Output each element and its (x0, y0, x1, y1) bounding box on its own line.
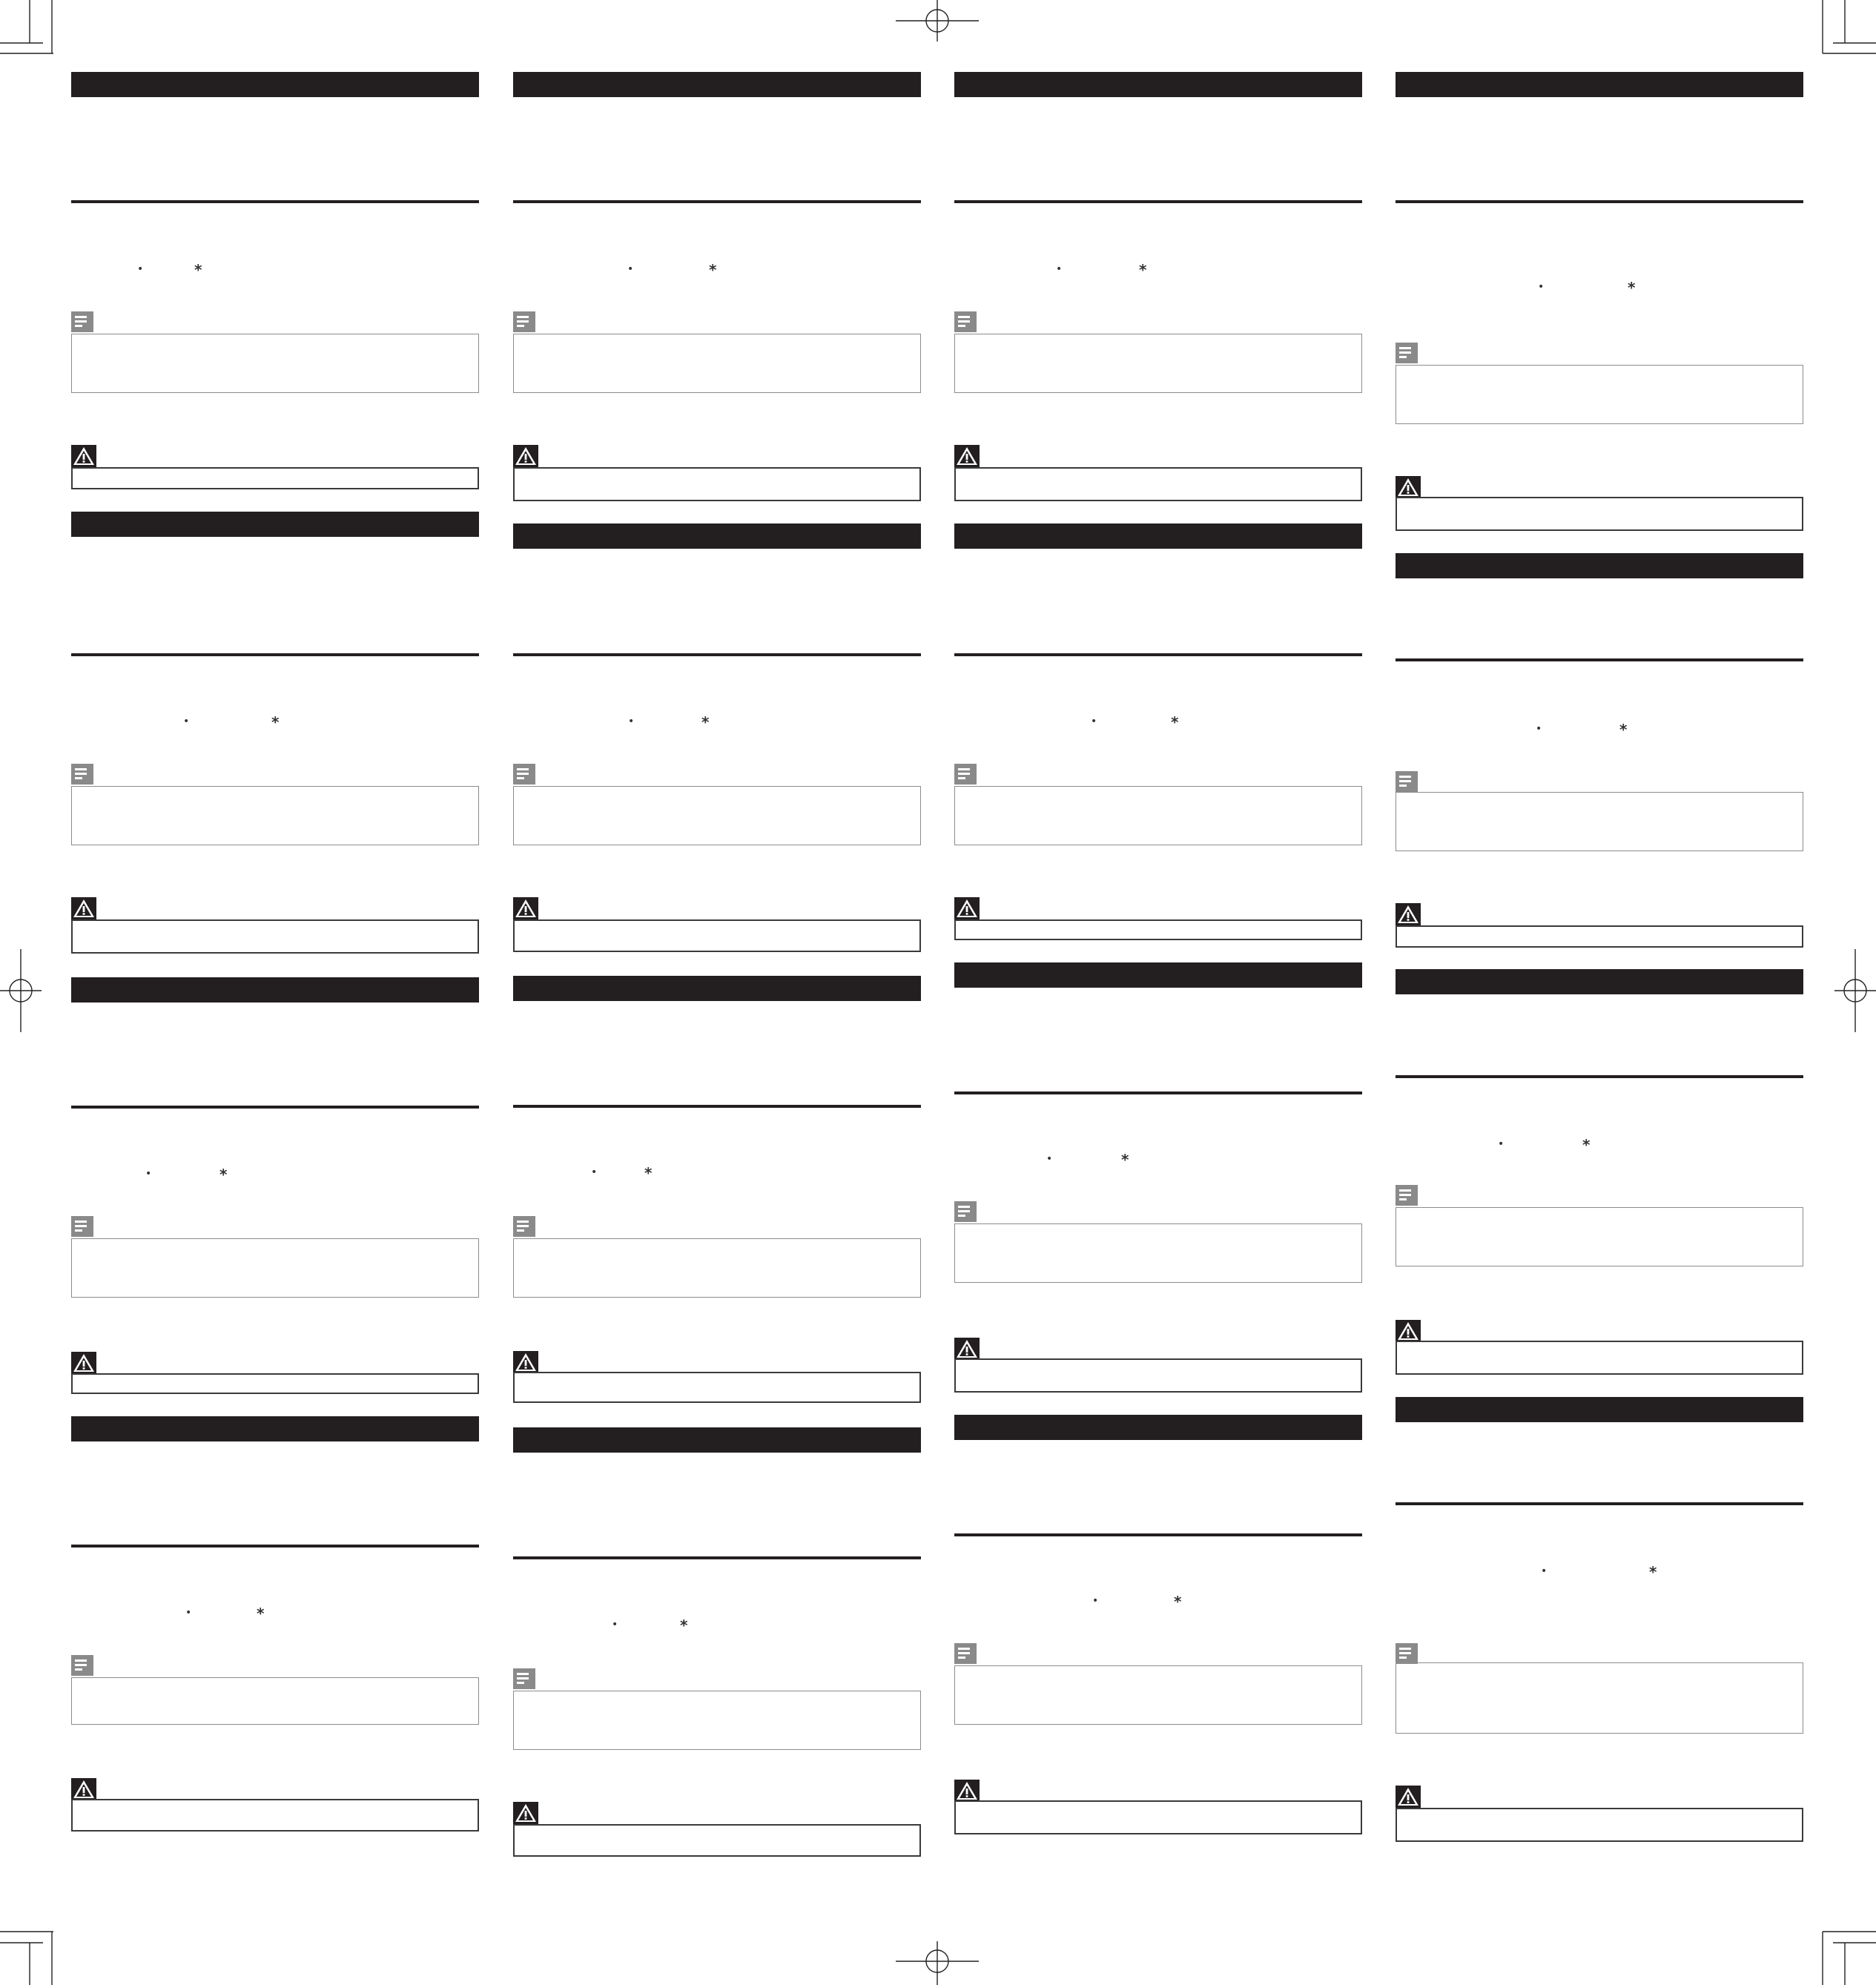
section-rule (954, 1533, 1362, 1536)
section-header-bar (1396, 1397, 1803, 1422)
section-header-bar (1396, 969, 1803, 994)
section-rule (954, 653, 1362, 656)
star-icon: * (1121, 1151, 1129, 1169)
warning-icon (954, 1780, 980, 1802)
section-header-bar (954, 72, 1362, 97)
bulb-icon: • (185, 1607, 192, 1619)
bulb-icon: • (1056, 263, 1063, 275)
warning-icon (1396, 903, 1421, 925)
crop-mark-icon (0, 1932, 53, 1985)
note-box (954, 1223, 1362, 1283)
crop-mark-icon (0, 0, 53, 53)
crop-mark-icon (1823, 0, 1876, 53)
note-icon (954, 311, 977, 332)
warning-box (954, 1358, 1362, 1393)
warning-box (513, 1824, 921, 1857)
note-icon (1396, 771, 1418, 792)
warning-icon (71, 897, 96, 919)
section-header-bar (1396, 553, 1803, 578)
warning-box (954, 1800, 1362, 1834)
registration-mark-icon (896, 1941, 979, 1985)
note-icon (1396, 1185, 1418, 1206)
section-header-bar (71, 72, 479, 97)
section-rule (1396, 658, 1803, 661)
section-header-bar (71, 512, 479, 537)
warning-icon (71, 445, 96, 467)
section-rule (1396, 200, 1803, 203)
warning-box (954, 467, 1362, 501)
note-box (71, 1677, 479, 1725)
bulb-icon: • (612, 1619, 618, 1631)
star-icon: * (1628, 279, 1636, 297)
note-box (71, 786, 479, 845)
star-icon: * (1649, 1563, 1657, 1581)
crop-mark-icon (1823, 1932, 1876, 1985)
bulb-icon: • (591, 1166, 598, 1178)
section-rule (513, 1105, 921, 1108)
star-icon: * (644, 1164, 653, 1182)
star-icon: * (1582, 1136, 1591, 1154)
warning-icon (954, 897, 980, 919)
note-icon (71, 1655, 93, 1676)
section-header-bar (513, 524, 921, 549)
section-header-bar (71, 1416, 479, 1441)
warning-box (71, 1373, 479, 1394)
warning-box (1396, 1341, 1803, 1375)
bulb-icon: • (627, 263, 634, 275)
note-icon (513, 311, 535, 332)
warning-icon (513, 897, 538, 919)
warning-box (1396, 1808, 1803, 1842)
star-icon: * (271, 713, 280, 731)
bulb-icon: • (1536, 723, 1542, 735)
section-header-bar (954, 1415, 1362, 1440)
bulb-icon: • (1091, 716, 1097, 727)
registration-mark-icon (896, 0, 979, 42)
bulb-icon: • (1538, 281, 1545, 293)
warning-icon (71, 1352, 96, 1374)
registration-mark-icon (1834, 949, 1876, 1032)
warning-box (71, 919, 479, 954)
bulb-icon: • (183, 716, 190, 727)
note-icon (1396, 343, 1418, 363)
note-box (513, 786, 921, 845)
note-box (513, 334, 921, 393)
section-rule (71, 653, 479, 656)
section-header-bar (954, 962, 1362, 988)
warning-box (513, 1372, 921, 1403)
note-box (1396, 365, 1803, 424)
section-header-bar (513, 976, 921, 1001)
warning-box (954, 919, 1362, 940)
star-icon: * (194, 261, 202, 279)
note-icon (71, 1216, 93, 1237)
star-icon: * (701, 713, 710, 731)
star-icon: * (1174, 1593, 1182, 1611)
note-box (954, 786, 1362, 845)
star-icon: * (709, 261, 717, 279)
section-header-bar (1396, 72, 1803, 97)
bulb-icon: • (628, 716, 635, 727)
bulb-icon: • (145, 1168, 152, 1180)
warning-icon (1396, 1320, 1421, 1342)
bulb-icon: • (1498, 1138, 1505, 1150)
note-box (1396, 1207, 1803, 1266)
note-box (513, 1691, 921, 1750)
warning-icon (513, 1802, 538, 1824)
star-icon: * (680, 1616, 688, 1634)
section-rule (71, 200, 479, 203)
note-box (1396, 792, 1803, 851)
bulb-icon: • (137, 263, 144, 275)
warning-box (71, 1799, 479, 1832)
bulb-icon: • (1046, 1153, 1053, 1165)
note-icon (1396, 1643, 1418, 1664)
warning-box (1396, 497, 1803, 531)
warning-icon (954, 1338, 980, 1360)
section-header-bar (513, 72, 921, 97)
warning-icon (954, 445, 980, 467)
section-rule (513, 200, 921, 203)
bulb-icon: • (1092, 1595, 1099, 1607)
note-icon (71, 311, 93, 332)
note-icon (513, 1668, 535, 1689)
star-icon: * (219, 1166, 228, 1183)
registration-mark-icon (0, 949, 42, 1032)
note-icon (513, 1216, 535, 1237)
note-box (71, 1238, 479, 1298)
warning-box (1396, 925, 1803, 948)
bulb-icon: • (1541, 1565, 1548, 1577)
section-rule (954, 1091, 1362, 1094)
section-header-bar (513, 1427, 921, 1453)
note-icon (954, 1643, 977, 1664)
section-rule (513, 1556, 921, 1559)
note-box (71, 334, 479, 393)
star-icon: * (1139, 261, 1147, 279)
note-icon (954, 1201, 977, 1222)
section-rule (1396, 1075, 1803, 1078)
star-icon: * (257, 1605, 265, 1622)
warning-box (513, 919, 921, 952)
section-rule (1396, 1502, 1803, 1505)
warning-icon (513, 1351, 538, 1373)
warning-icon (1396, 476, 1421, 498)
note-box (513, 1238, 921, 1298)
note-icon (954, 764, 977, 785)
warning-box (71, 467, 479, 489)
section-rule (954, 200, 1362, 203)
warning-icon (1396, 1786, 1421, 1808)
warning-icon (513, 445, 538, 467)
note-box (1396, 1662, 1803, 1734)
note-box (954, 1665, 1362, 1725)
star-icon: * (1171, 713, 1179, 731)
note-box (954, 334, 1362, 393)
warning-icon (71, 1778, 96, 1800)
note-icon (71, 764, 93, 785)
section-rule (71, 1545, 479, 1548)
section-rule (513, 653, 921, 656)
warning-box (513, 467, 921, 501)
section-rule (71, 1106, 479, 1109)
section-header-bar (954, 524, 1362, 549)
star-icon: * (1619, 721, 1628, 739)
note-icon (513, 764, 535, 785)
section-header-bar (71, 977, 479, 1003)
